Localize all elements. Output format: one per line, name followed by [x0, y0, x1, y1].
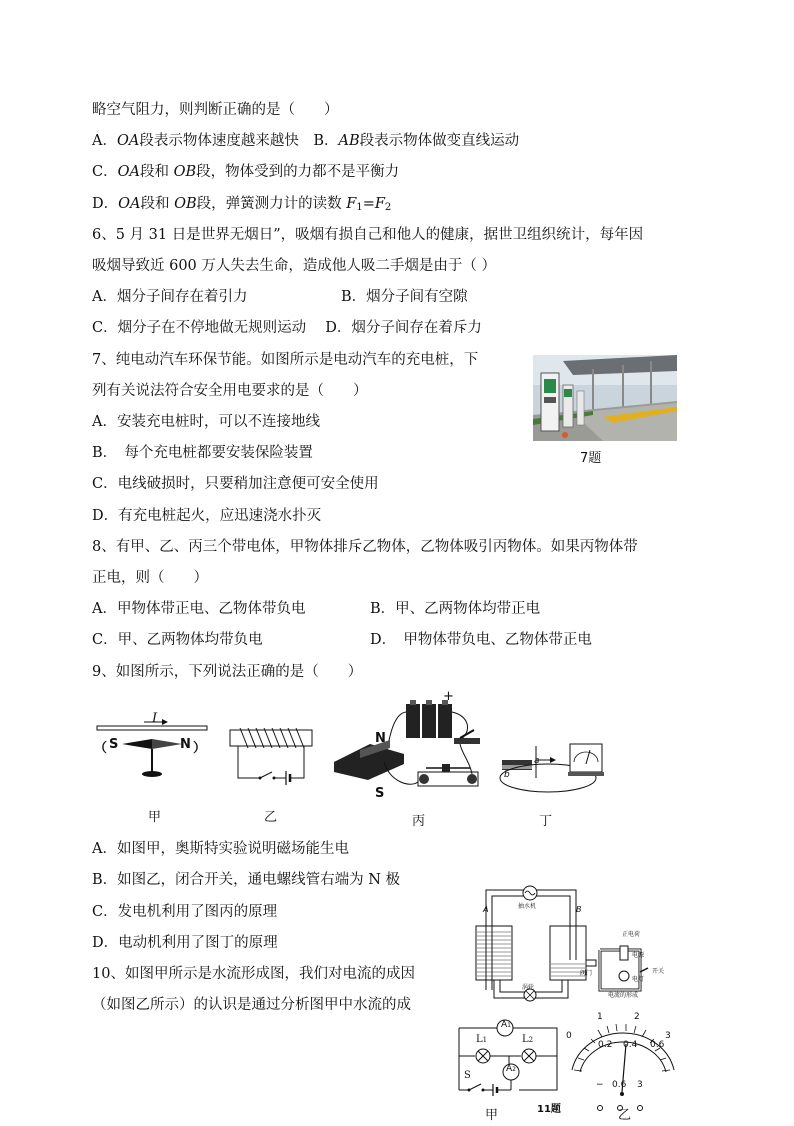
galvanometer	[568, 744, 604, 776]
switch	[454, 738, 480, 744]
dial-small-0.2: 0.2	[598, 1040, 613, 1050]
battery-icon	[620, 946, 628, 960]
line-18a: C．甲、乙两物体均带负电	[92, 632, 263, 648]
fig11-label-jia: 甲	[485, 1108, 499, 1123]
line-20: A．如图甲，奥斯特实验说明磁场能生电	[92, 841, 349, 857]
magnet-n-label: N	[375, 731, 386, 746]
dial-small-0.6: 0.6	[650, 1040, 665, 1050]
pump-label: 抽水机	[518, 903, 537, 910]
dial-tick-1: 1	[597, 1012, 603, 1022]
line-21: B．如图乙，闭合开关，通电螺线管右端为 N 极	[92, 872, 401, 888]
plus-label: +	[443, 689, 454, 704]
switch-s-icon	[469, 1084, 481, 1090]
switch-label: 开关	[652, 968, 665, 975]
point-a-label: a	[534, 756, 540, 766]
line-9: 7、纯电动汽车环保节能。如图所示是电动汽车的充电桩，下	[92, 352, 479, 368]
figure-9-bing	[330, 692, 490, 802]
switch-blade	[260, 772, 272, 778]
line-2: A．OA段表示物体速度越来越快 B．AB段表示物体做变直线运动	[92, 133, 520, 149]
terminal-0.6: 0.6	[612, 1080, 627, 1090]
flow-label: 电流的形成	[608, 992, 639, 999]
dial-tick-3: 3	[665, 1031, 671, 1041]
container-b-label: B	[576, 905, 582, 914]
dial-tick-0: 0	[566, 1031, 572, 1041]
fig9-label-yi: 乙	[264, 810, 278, 825]
battery-pack	[406, 700, 452, 738]
fig9-label-jia: 甲	[148, 810, 162, 825]
ammeter-a2-label: A2	[506, 1064, 516, 1074]
current-label: I	[152, 711, 158, 726]
line-25: （如图乙所示）的认识是通过分析图甲中水流的成	[92, 997, 411, 1013]
source-label: 正电荷	[622, 931, 641, 938]
magnet-s-label: S	[375, 786, 385, 801]
rheostat	[418, 764, 478, 786]
paren-left: （	[94, 741, 108, 756]
line-18b: D． 甲物体带负电、乙物体带正电	[370, 632, 592, 648]
line-13: C．电线破损时，只要稍加注意便可安全使用	[92, 476, 379, 492]
line-17b: B．甲、乙两物体均带正电	[370, 601, 541, 617]
lamp-l1-label: L1	[476, 1034, 488, 1045]
fig9-label-ding: 丁	[539, 814, 553, 829]
line-1: 略空气阻力，则判断正确的是（ ）	[92, 102, 339, 118]
line-3: C．OA段和 OB段，物体受到的力都不是平衡力	[92, 164, 400, 180]
line-11: A．安装充电桩时，可以不连接地线	[92, 414, 320, 430]
charging-station-photo	[533, 355, 677, 441]
switch-s-label: S	[464, 1070, 471, 1081]
line-24: 10、如图甲所示是水流形成图，我们对电流的成因	[92, 966, 415, 982]
dial-small-0.4: 0.4	[623, 1040, 638, 1050]
fig11-caption: 11题	[537, 1104, 561, 1115]
figure-10-water	[472, 880, 612, 1005]
fig7-caption: 7题	[580, 451, 602, 466]
valve-label: 阀门	[580, 970, 593, 977]
container-a-label: A	[483, 905, 489, 914]
u-magnet	[334, 740, 404, 780]
compass-needle-s	[122, 739, 152, 749]
paren-right: ）	[193, 741, 207, 756]
pole-n-label: N	[180, 737, 191, 752]
lamp-label: 电灯	[632, 976, 645, 983]
line-12: B． 每个充电桩都要安装保险装置	[92, 445, 313, 461]
terminal-3: 3	[637, 1080, 643, 1090]
line-15: 8、有甲、乙、丙三个带电体，甲物体排斥乙物体，乙物体吸引丙物体。如果丙物体带	[92, 539, 638, 555]
figure-9-ding	[498, 742, 608, 802]
lamp-l2-label: L2	[522, 1034, 534, 1045]
line-23: D．电动机利用了图丁的原理	[92, 935, 278, 951]
line-10: 列有关说法符合安全用电要求的是（ ）	[92, 383, 368, 399]
figure-9-yi	[226, 722, 316, 792]
ammeter-a1-label: A1	[501, 1020, 511, 1030]
compass-needle-n	[152, 739, 182, 749]
turbine-label: 涡轮	[522, 984, 535, 991]
line-6: 吸烟导致近 600 万人失去生命，造成他人吸二手烟是由于（ ）	[92, 258, 497, 274]
valve-icon	[586, 960, 596, 966]
line-17a: A．甲物体带正电、乙物体带负电	[92, 601, 306, 617]
lamp-icon	[619, 971, 629, 981]
fig9-label-bing: 丙	[412, 814, 426, 829]
terminal-negative: −	[596, 1080, 604, 1090]
dial-tick-2: 2	[634, 1012, 640, 1022]
battery-label: 电源	[632, 952, 645, 959]
pole-s-label: S	[109, 737, 119, 752]
line-16: 正电，则（ ）	[92, 570, 208, 586]
fig11-label-yi: 乙	[618, 1108, 632, 1123]
line-5: 6、5 月 31 日是世界无烟日”，吸烟有损自己和他人的健康，据世卫组织统计，每年因	[92, 227, 644, 243]
point-b-label: b	[504, 770, 510, 780]
line-8: C．烟分子在不停地做无规则运动 D．烟分子间存在着斥力	[92, 320, 482, 336]
line-7a: A．烟分子间存在着引力	[92, 289, 248, 305]
line-22: C．发电机利用了图丙的原理	[92, 904, 278, 920]
line-14: D．有充电桩起火，应迅速浇水扑灭	[92, 508, 322, 524]
line-7b: B．烟分子间有空隙	[341, 289, 468, 305]
line-19: 9、如图所示，下列说法正确的是（ ）	[92, 664, 363, 680]
line-4: D．OA段和 OB段，弹簧测力计的读数 $F_1=F_2$	[92, 196, 392, 213]
